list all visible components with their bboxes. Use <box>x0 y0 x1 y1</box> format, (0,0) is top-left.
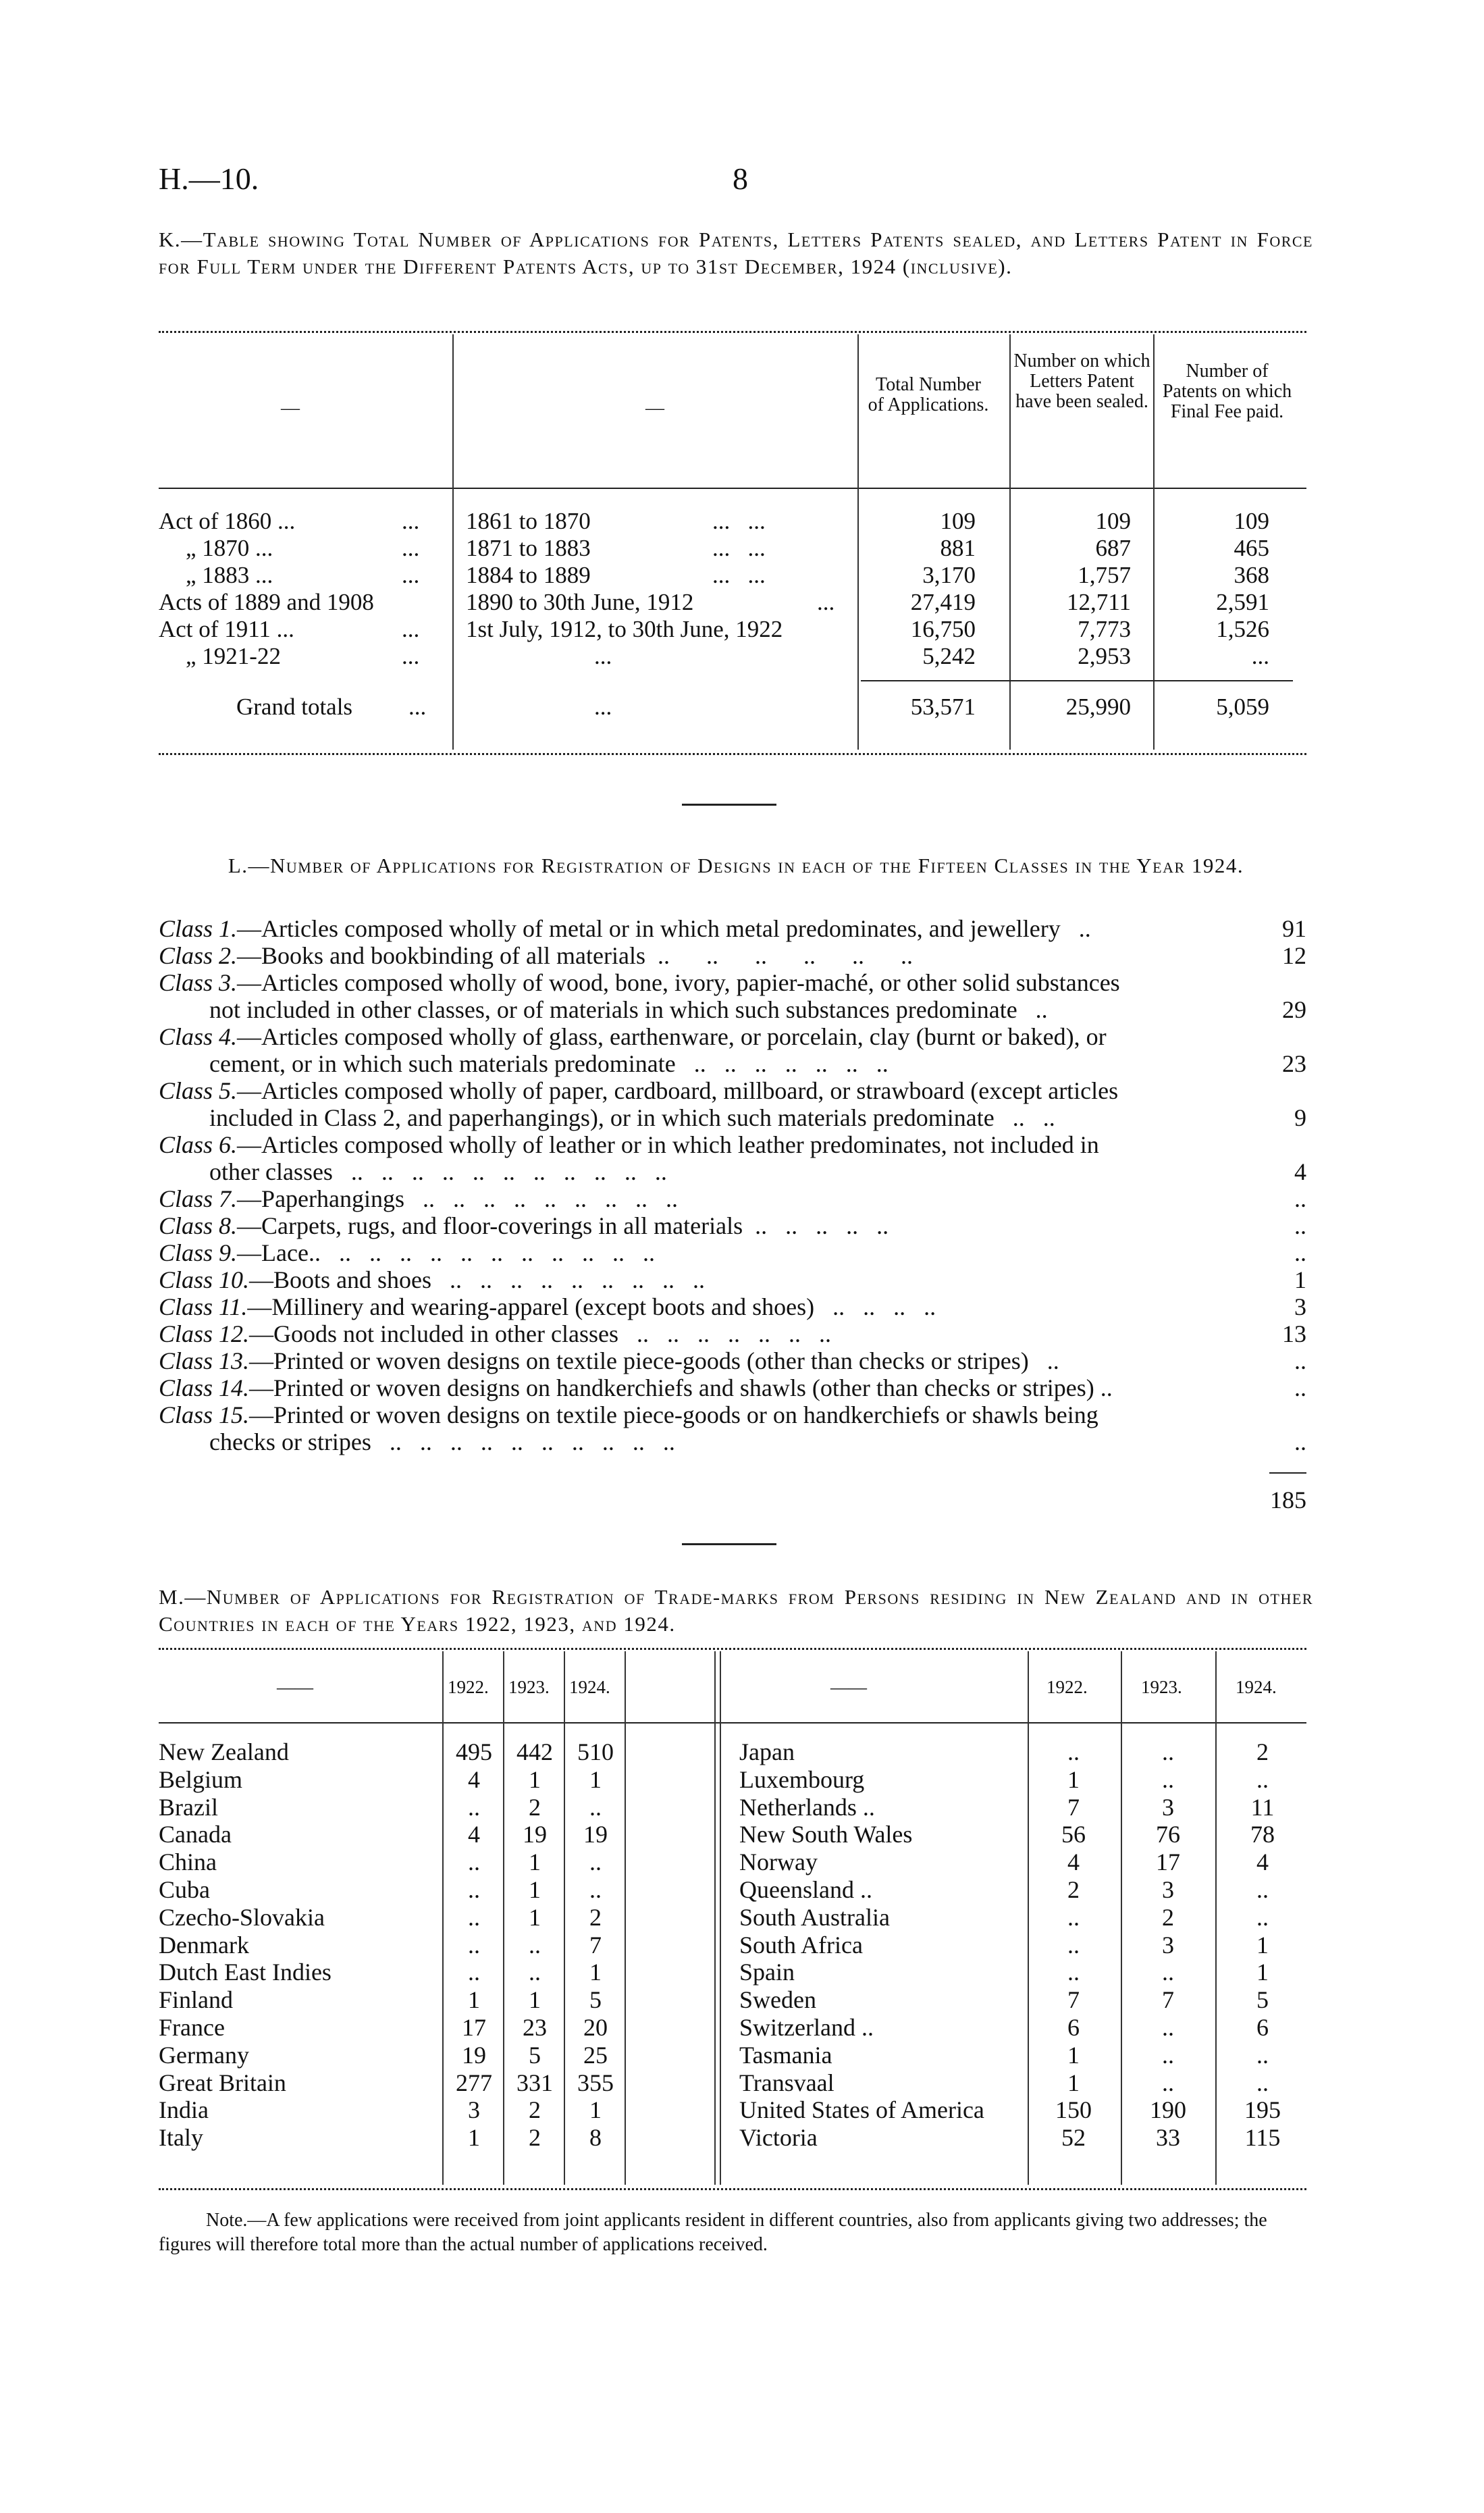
class-description: —Articles composed wholly of paper, cardboard, millboard, or strawboard (except articles <box>237 1077 1119 1104</box>
table-k-top-rule <box>159 331 1306 333</box>
year-value-cell: 20 <box>583 2014 608 2041</box>
year-header: 1924. <box>569 1677 610 1697</box>
country-name: Canada <box>159 1821 232 1848</box>
class-label: Class 11. <box>159 1293 248 1320</box>
class-label: Class 1. <box>159 915 238 942</box>
applications-cell: 27,419 <box>910 589 976 615</box>
table-k-col-header: — <box>645 398 664 419</box>
class-description: —Millinery and wearing-apparel (except boots and shoes) .. .. .. .. <box>247 1293 936 1320</box>
year-value-cell: 1 <box>589 1765 602 1793</box>
year-value-cell: 442 <box>516 1738 553 1765</box>
class-description: —Boots and shoes .. .. .. .. .. .. .. .. .. <box>249 1266 706 1293</box>
year-value-cell: 17 <box>462 2014 486 2041</box>
design-class-item <box>159 1239 1306 1266</box>
class-label: Class 8. <box>159 1212 238 1239</box>
country-name: Cuba <box>159 1876 210 1903</box>
class-description: —Articles composed wholly of leather or in which leather predominates, not included in <box>237 1131 1099 1158</box>
year-value-cell: 510 <box>577 1738 614 1765</box>
page-header-code: H.—10. <box>159 161 259 196</box>
final-fee-cell: ... <box>1251 643 1269 669</box>
year-value-cell: 3 <box>468 2096 480 2124</box>
year-value-cell: 495 <box>456 1738 492 1765</box>
class-line <box>159 1293 1306 1320</box>
year-value-cell: 2 <box>589 1903 602 1931</box>
class-line <box>159 1347 1306 1374</box>
year-value-cell: .. <box>529 1931 541 1959</box>
year-value-cell: 1 <box>589 2096 602 2124</box>
country-name: India <box>159 2096 209 2124</box>
year-value-cell: 1 <box>529 1986 541 2014</box>
designs-total: 185 <box>1270 1486 1306 1513</box>
design-class-item <box>159 1266 1306 1293</box>
year-value-cell: 17 <box>1156 1848 1180 1876</box>
country-name: Belgium <box>159 1765 242 1793</box>
period-cell: ... <box>594 694 612 720</box>
final-fee-cell: 109 <box>1234 508 1269 534</box>
country-name: Victoria <box>739 2124 818 2152</box>
year-value-cell: 190 <box>1150 2096 1186 2124</box>
design-class-item <box>159 1374 1306 1401</box>
table-m-divider <box>720 1651 721 2185</box>
sealed-cell: 2,953 <box>1078 643 1131 669</box>
period-cell: 1861 to 1870 <box>466 508 591 534</box>
year-value-cell: .. <box>468 1793 480 1821</box>
period-cell: 1st July, 1912, to 30th June, 1922 <box>466 616 783 642</box>
class-label: Class 14. <box>159 1374 250 1401</box>
class-line <box>159 1266 1306 1293</box>
leader-dots: ... ... <box>712 562 766 588</box>
sealed-cell: 1,757 <box>1078 562 1131 588</box>
design-class-item <box>159 1401 1306 1455</box>
table-m-bottom-rule <box>159 2188 1306 2190</box>
section-k-title: K.—Table showing Total Number of Applications for Patents, Letters Patents sealed, and Letters Patent in Force for Full Term under the Different Patents Acts, up to 31st December, 1924 (inclusive). <box>159 228 1313 278</box>
class-description-cont: checks or stripes .. .. .. .. .. .. .. .. .. .. <box>209 1428 675 1455</box>
class-label: Class 5. <box>159 1077 238 1104</box>
class-count: 4 <box>1294 1158 1306 1185</box>
year-value-cell: .. <box>1162 1738 1174 1765</box>
year-value-cell: 1 <box>529 1876 541 1903</box>
class-description: —Articles composed wholly of glass, earthenware, or porcelain, clay (burnt or baked), or <box>237 1023 1107 1050</box>
year-value-cell: 3 <box>1162 1793 1174 1821</box>
year-value-cell: 2 <box>529 1793 541 1821</box>
table-m-divider <box>1215 1651 1217 2185</box>
class-description: —Articles composed wholly of metal or in which metal predominates, and jewellery .. <box>237 915 1091 942</box>
year-value-cell: .. <box>1067 1959 1080 1986</box>
class-line <box>159 1239 1306 1266</box>
act-cell: Act of 1911 ... <box>159 616 294 642</box>
class-line <box>159 915 1306 942</box>
leader-dots: ... ... <box>712 508 766 534</box>
country-name: Transvaal <box>739 2069 834 2096</box>
total-rule <box>1269 1472 1306 1474</box>
class-line <box>159 1374 1306 1401</box>
year-value-cell: 7 <box>1162 1986 1174 2014</box>
year-value-cell: .. <box>1162 2069 1174 2096</box>
total-rule <box>861 680 1293 681</box>
class-label: Class 9. <box>159 1239 238 1266</box>
design-class-item <box>159 969 1306 1023</box>
year-value-cell: .. <box>468 1876 480 1903</box>
class-line <box>159 1212 1306 1239</box>
year-value-cell: 19 <box>462 2041 486 2069</box>
table-m-col-header: —— <box>277 1677 313 1697</box>
sealed-total: 25,990 <box>1065 694 1131 720</box>
sealed-cell: 7,773 <box>1078 616 1131 642</box>
year-value-cell: 1 <box>1067 2069 1080 2096</box>
section-m-title: M.—Number of Applications for Registration of Trade-marks from Persons residing in New Zealand and in other Countries in each of the Years 1922, 1923, and 1924. <box>159 1585 1313 1636</box>
act-cell: Act of 1860 ... <box>159 508 296 534</box>
class-count: 3 <box>1294 1293 1306 1320</box>
grand-totals-label: Grand totals <box>236 694 353 720</box>
country-name: Italy <box>159 2124 203 2152</box>
year-value-cell: 5 <box>529 2041 541 2069</box>
applications-cell: 109 <box>940 508 976 534</box>
year-value-cell: 195 <box>1244 2096 1281 2124</box>
class-line <box>159 1023 1306 1050</box>
year-value-cell: 1 <box>468 1986 480 2014</box>
class-description-cont: cement, or in which such materials predominate .. .. .. .. .. .. .. <box>209 1050 889 1077</box>
class-line <box>159 1401 1306 1428</box>
leader-dots: ... <box>402 616 420 642</box>
class-line <box>159 1131 1306 1158</box>
class-label: Class 4. <box>159 1023 238 1050</box>
year-value-cell: 277 <box>456 2069 492 2096</box>
year-header: 1922. <box>448 1677 489 1697</box>
final-fee-cell: 2,591 <box>1216 589 1269 615</box>
class-label: Class 6. <box>159 1131 238 1158</box>
class-line <box>159 969 1306 996</box>
design-class-item <box>159 1023 1306 1077</box>
act-cell: „ 1921-22 <box>186 643 281 669</box>
class-label: Class 12. <box>159 1320 250 1347</box>
period-cell: 1871 to 1883 <box>466 535 591 561</box>
year-header: 1923. <box>1141 1677 1182 1697</box>
country-name: Dutch East Indies <box>159 1959 332 1986</box>
country-name: Finland <box>159 1986 234 2014</box>
leader-dots: ... <box>402 535 420 561</box>
year-header: 1923. <box>508 1677 550 1697</box>
design-class-item <box>159 1293 1306 1320</box>
year-value-cell: 1 <box>1067 1765 1080 1793</box>
country-name: South Africa <box>739 1931 863 1959</box>
year-value-cell: 33 <box>1156 2124 1180 2152</box>
year-value-cell: 52 <box>1061 2124 1086 2152</box>
final-fee-total: 5,059 <box>1216 694 1269 720</box>
year-value-cell: .. <box>468 1931 480 1959</box>
year-value-cell: 4 <box>468 1821 480 1848</box>
class-description-cont: not included in other classes, or of materials in which such substances predominate .. <box>209 996 1048 1023</box>
country-name: China <box>159 1848 217 1876</box>
year-value-cell: 25 <box>583 2041 608 2069</box>
table-k-col-header: Number on which Letters Patent have been sealed. <box>1013 351 1150 412</box>
year-value-cell: 1 <box>1256 1931 1269 1959</box>
country-name: Germany <box>159 2041 249 2069</box>
year-value-cell: 1 <box>1067 2041 1080 2069</box>
design-class-item <box>159 1131 1306 1185</box>
year-value-cell: .. <box>1067 1738 1080 1765</box>
table-k-header-rule <box>159 488 1306 489</box>
year-value-cell: 76 <box>1156 1821 1180 1848</box>
class-description: —Books and bookbinding of all materials .. .. .. .. .. .. <box>237 942 913 969</box>
year-value-cell: 23 <box>523 2014 547 2041</box>
leader-dots: ... <box>402 508 420 534</box>
leader-dots: ... <box>402 643 420 669</box>
class-description-cont: included in Class 2, and paperhangings), or in which such materials predominate .. .. <box>209 1104 1055 1131</box>
section-separator <box>682 1543 776 1545</box>
class-count: .. <box>1294 1212 1306 1239</box>
section-l-title: L.—Number of Applications for Registration of Designs in each of the Fifteen Classes in the Year 1924. <box>228 854 1244 877</box>
country-name: Brazil <box>159 1793 218 1821</box>
country-name: South Australia <box>739 1903 890 1931</box>
class-count: 9 <box>1294 1104 1306 1131</box>
table-k-col-header: Total Number of Applications. <box>868 374 989 415</box>
year-value-cell: .. <box>589 1793 602 1821</box>
class-description: —Goods not included in other classes .. .. .. .. .. .. .. <box>249 1320 831 1347</box>
leader-dots: ... <box>402 562 420 588</box>
country-name: Tasmania <box>739 2041 832 2069</box>
table-m-divider <box>1028 1651 1029 2185</box>
applications-total: 53,571 <box>910 694 976 720</box>
act-cell: „ 1870 ... <box>186 535 273 561</box>
class-count: .. <box>1294 1185 1306 1212</box>
year-value-cell: .. <box>1067 1931 1080 1959</box>
country-name: Japan <box>739 1738 795 1765</box>
design-class-item <box>159 1212 1306 1239</box>
leader-dots: ... ... <box>712 535 766 561</box>
table-k-col-header: — <box>281 398 300 419</box>
year-value-cell: 1 <box>529 1903 541 1931</box>
table-m-header-rule <box>159 1722 1306 1724</box>
applications-cell: 3,170 <box>922 562 976 588</box>
design-class-item <box>159 1077 1306 1131</box>
design-class-item <box>159 1185 1306 1212</box>
year-value-cell: 3 <box>1162 1876 1174 1903</box>
class-label: Class 13. <box>159 1347 250 1374</box>
class-count: 23 <box>1282 1050 1306 1077</box>
country-name: Spain <box>739 1959 795 1986</box>
design-class-item <box>159 942 1306 969</box>
year-value-cell: 2 <box>529 2096 541 2124</box>
year-value-cell: 4 <box>468 1765 480 1793</box>
table-k-bottom-rule <box>159 753 1306 755</box>
year-value-cell: 1 <box>529 1848 541 1876</box>
year-value-cell: .. <box>1256 2069 1269 2096</box>
class-description: —Printed or woven designs on textile piece-goods (other than checks or stripes) .. <box>249 1347 1059 1374</box>
country-name: Luxembourg <box>739 1765 865 1793</box>
year-value-cell: .. <box>468 1959 480 1986</box>
class-label: Class 2. <box>159 942 238 969</box>
section-separator <box>682 804 776 806</box>
year-value-cell: .. <box>589 1848 602 1876</box>
year-value-cell: .. <box>1256 1903 1269 1931</box>
class-label: Class 15. <box>159 1401 250 1428</box>
final-fee-cell: 1,526 <box>1216 616 1269 642</box>
year-value-cell: .. <box>468 1903 480 1931</box>
year-value-cell: 8 <box>589 2124 602 2152</box>
year-value-cell: 5 <box>1256 1986 1269 2014</box>
country-name: Netherlands .. <box>739 1793 875 1821</box>
applications-cell: 5,242 <box>922 643 976 669</box>
year-value-cell: 11 <box>1250 1793 1275 1821</box>
year-value-cell: 4 <box>1067 1848 1080 1876</box>
year-value-cell: .. <box>1256 1876 1269 1903</box>
class-count: 12 <box>1282 942 1306 969</box>
final-fee-cell: 368 <box>1234 562 1269 588</box>
table-m-divider <box>1121 1651 1122 2185</box>
table-m-top-rule <box>159 1648 1306 1650</box>
year-value-cell: .. <box>1162 2014 1174 2041</box>
country-name: Norway <box>739 1848 818 1876</box>
design-class-item <box>159 1320 1306 1347</box>
page-number: 8 <box>733 161 748 196</box>
class-count: .. <box>1294 1374 1306 1401</box>
country-name: Denmark <box>159 1931 249 1959</box>
class-count: .. <box>1294 1239 1306 1266</box>
country-name: United States of America <box>739 2096 984 2124</box>
year-value-cell: 1 <box>468 2124 480 2152</box>
table-m-divider <box>714 1651 716 2185</box>
year-value-cell: 355 <box>577 2069 614 2096</box>
class-description: —Articles composed wholly of wood, bone, ivory, papier-maché, or other solid substances <box>237 969 1120 996</box>
year-value-cell: .. <box>468 1848 480 1876</box>
year-value-cell: 1 <box>589 1959 602 1986</box>
class-count: 13 <box>1282 1320 1306 1347</box>
country-name: Sweden <box>739 1986 816 2014</box>
class-count: .. <box>1294 1347 1306 1374</box>
leader-dots: ... <box>817 589 835 615</box>
year-value-cell: 56 <box>1061 1821 1086 1848</box>
class-line <box>159 1077 1306 1104</box>
year-value-cell: .. <box>1162 1765 1174 1793</box>
table-k-col-header: Number of Patents on which Final Fee paid. <box>1162 361 1292 422</box>
period-cell: 1884 to 1889 <box>466 562 591 588</box>
year-value-cell: 19 <box>523 1821 547 1848</box>
country-name: New Zealand <box>159 1738 289 1765</box>
design-class-item <box>159 915 1306 942</box>
class-description: —Lace.. .. .. .. .. .. .. .. .. .. .. .. <box>237 1239 655 1266</box>
class-label: Class 7. <box>159 1185 238 1212</box>
year-value-cell: 331 <box>516 2069 553 2096</box>
year-value-cell: 150 <box>1055 2096 1092 2124</box>
class-label: Class 3. <box>159 969 238 996</box>
year-value-cell: .. <box>1067 1903 1080 1931</box>
country-name: Great Britain <box>159 2069 286 2096</box>
act-cell: Acts of 1889 and 1908 <box>159 589 374 615</box>
applications-cell: 16,750 <box>910 616 976 642</box>
year-value-cell: .. <box>1162 1959 1174 1986</box>
year-value-cell: .. <box>1256 2041 1269 2069</box>
year-value-cell: 115 <box>1244 2124 1281 2152</box>
class-line <box>159 1185 1306 1212</box>
year-value-cell: 7 <box>589 1931 602 1959</box>
leader-dots: ... <box>408 694 427 720</box>
year-value-cell: .. <box>1162 2041 1174 2069</box>
act-cell: „ 1883 ... <box>186 562 273 588</box>
country-name: Czecho-Slovakia <box>159 1903 325 1931</box>
year-value-cell: 1 <box>1256 1959 1269 1986</box>
year-value-cell: 2 <box>1067 1876 1080 1903</box>
period-cell: ... <box>594 643 612 669</box>
year-value-cell: 2 <box>529 2124 541 2152</box>
year-value-cell: 19 <box>583 1821 608 1848</box>
year-value-cell: 6 <box>1256 2014 1269 2041</box>
class-count: 91 <box>1282 915 1306 942</box>
country-name: France <box>159 2014 225 2041</box>
class-count: .. <box>1294 1428 1306 1455</box>
year-value-cell: 78 <box>1250 1821 1275 1848</box>
class-description: —Paperhangings .. .. .. .. .. .. .. .. .. <box>237 1185 679 1212</box>
table-m-note: Note.—A few applications were received from joint applicants resident in different countries, also from applicants giving two addresses; the figures will therefore total more than the actual number of applications received. <box>159 2210 1267 2255</box>
final-fee-cell: 465 <box>1234 535 1269 561</box>
year-value-cell: 5 <box>589 1986 602 2014</box>
applications-cell: 881 <box>940 535 976 561</box>
year-value-cell: 7 <box>1067 1986 1080 2014</box>
country-name: Queensland .. <box>739 1876 872 1903</box>
year-value-cell: .. <box>1256 1765 1269 1793</box>
class-description-cont: other classes .. .. .. .. .. .. .. .. .. .. .. <box>209 1158 667 1185</box>
year-value-cell: 7 <box>1067 1793 1080 1821</box>
table-m-col-header: —— <box>830 1677 867 1697</box>
year-value-cell: 4 <box>1256 1848 1269 1876</box>
period-cell: 1890 to 30th June, 1912 <box>466 589 694 615</box>
class-count: 1 <box>1294 1266 1306 1293</box>
class-description: —Carpets, rugs, and floor-coverings in all materials .. .. .. .. .. <box>237 1212 889 1239</box>
design-class-item <box>159 1347 1306 1374</box>
country-name: Switzerland .. <box>739 2014 874 2041</box>
year-value-cell: 1 <box>529 1765 541 1793</box>
country-name: New South Wales <box>739 1821 913 1848</box>
year-value-cell: 6 <box>1067 2014 1080 2041</box>
year-value-cell: 2 <box>1162 1903 1174 1931</box>
class-label: Class 10. <box>159 1266 250 1293</box>
class-description: —Printed or woven designs on handkerchiefs and shawls (other than checks or stripes) .. <box>249 1374 1113 1401</box>
year-value-cell: 3 <box>1162 1931 1174 1959</box>
year-value-cell: 2 <box>1256 1738 1269 1765</box>
year-header: 1922. <box>1046 1677 1088 1697</box>
class-description: —Printed or woven designs on textile piece-goods or on handkerchiefs or shawls being <box>249 1401 1098 1428</box>
year-value-cell: .. <box>529 1959 541 1986</box>
sealed-cell: 687 <box>1095 535 1131 561</box>
year-value-cell: .. <box>589 1876 602 1903</box>
class-count: 29 <box>1282 996 1306 1023</box>
sealed-cell: 109 <box>1095 508 1131 534</box>
year-header: 1924. <box>1236 1677 1277 1697</box>
class-line <box>159 1320 1306 1347</box>
sealed-cell: 12,711 <box>1067 589 1131 615</box>
class-line <box>159 942 1306 969</box>
